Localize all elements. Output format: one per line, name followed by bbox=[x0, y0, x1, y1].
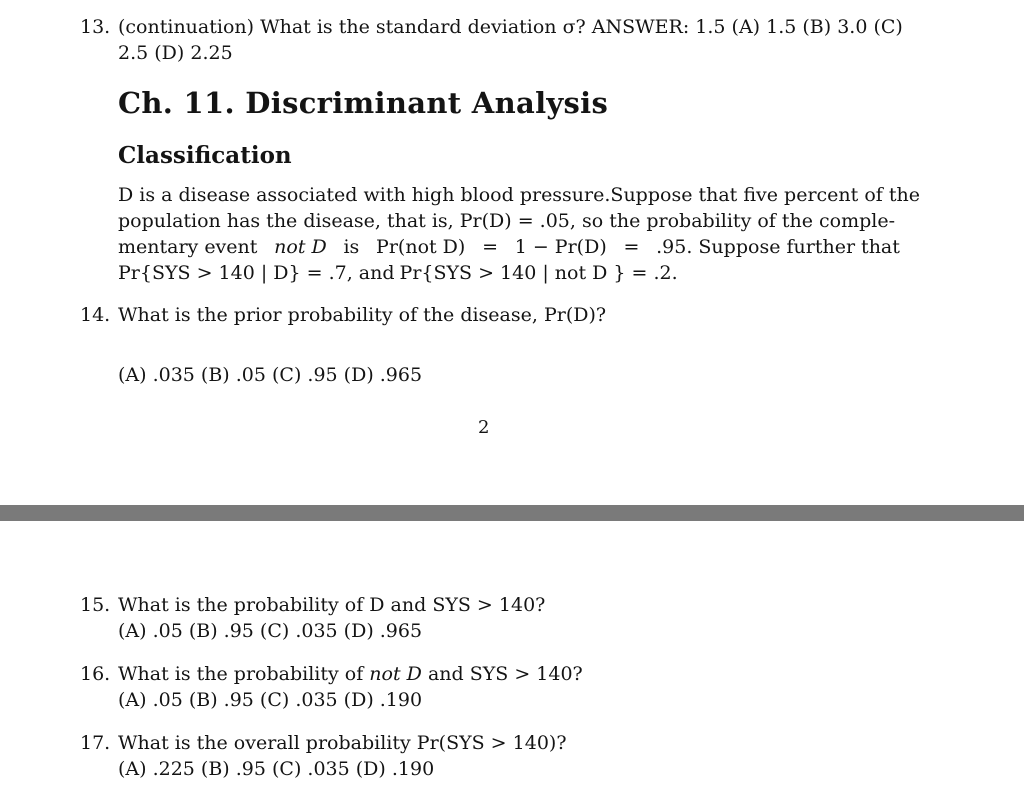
intro-line-2: population has the disease, that is, Pr(D) = .05, so the probability of the comple- bbox=[118, 210, 896, 232]
question-13-text: (continuation) What is the standard deviation σ? ANSWER: 1.5 (A) 1.5 (B) 3.0 (C) bbox=[118, 16, 903, 38]
question-15-text: What is the probability of D and SYS > 140? bbox=[118, 594, 546, 616]
intro-paragraph bbox=[118, 182, 920, 286]
question-17-choices: (A) .225 (B) .95 (C) .035 (D) .190 bbox=[118, 758, 435, 780]
question-13-number: 13. bbox=[80, 16, 111, 38]
question-15-choices: (A) .05 (B) .95 (C) .035 (D) .965 bbox=[118, 620, 423, 642]
question-17-text: What is the overall probability Pr(SYS > 140)? bbox=[118, 732, 567, 754]
intro-line-3: mentary event not D is Pr(not D) = 1 − Pr(D) = .95. Suppose further that bbox=[118, 236, 900, 258]
question-15-number: 15. bbox=[80, 594, 111, 616]
question-14-text: What is the prior probability of the disease, Pr(D)? bbox=[118, 304, 607, 326]
section-title: Classification bbox=[118, 142, 292, 169]
intro-line-1: D is a disease associated with high blood pressure. Suppose that five percent of the bbox=[118, 184, 920, 206]
page-separator bbox=[0, 505, 1024, 521]
question-17-number: 17. bbox=[80, 732, 111, 754]
question-16-choices: (A) .05 (B) .95 (C) .035 (D) .190 bbox=[118, 689, 423, 711]
question-14-choices: (A) .035 (B) .05 (C) .95 (D) .965 bbox=[118, 364, 423, 386]
document-page-bottom bbox=[0, 521, 1024, 793]
question-16-number: 16. bbox=[80, 663, 111, 685]
question-16-text: What is the probability of not D and SYS > 140? bbox=[118, 663, 583, 685]
chapter-title: Ch. 11. Discriminant Analysis bbox=[118, 86, 609, 120]
question-14-number: 14. bbox=[80, 304, 111, 326]
question-13-text-continued: 2.5 (D) 2.25 bbox=[118, 42, 233, 64]
intro-line-4: Pr{SYS > 140 | D} = .7, and Pr{SYS > 140 | not D } = .2. bbox=[118, 262, 678, 284]
page-number: 2 bbox=[478, 417, 490, 438]
